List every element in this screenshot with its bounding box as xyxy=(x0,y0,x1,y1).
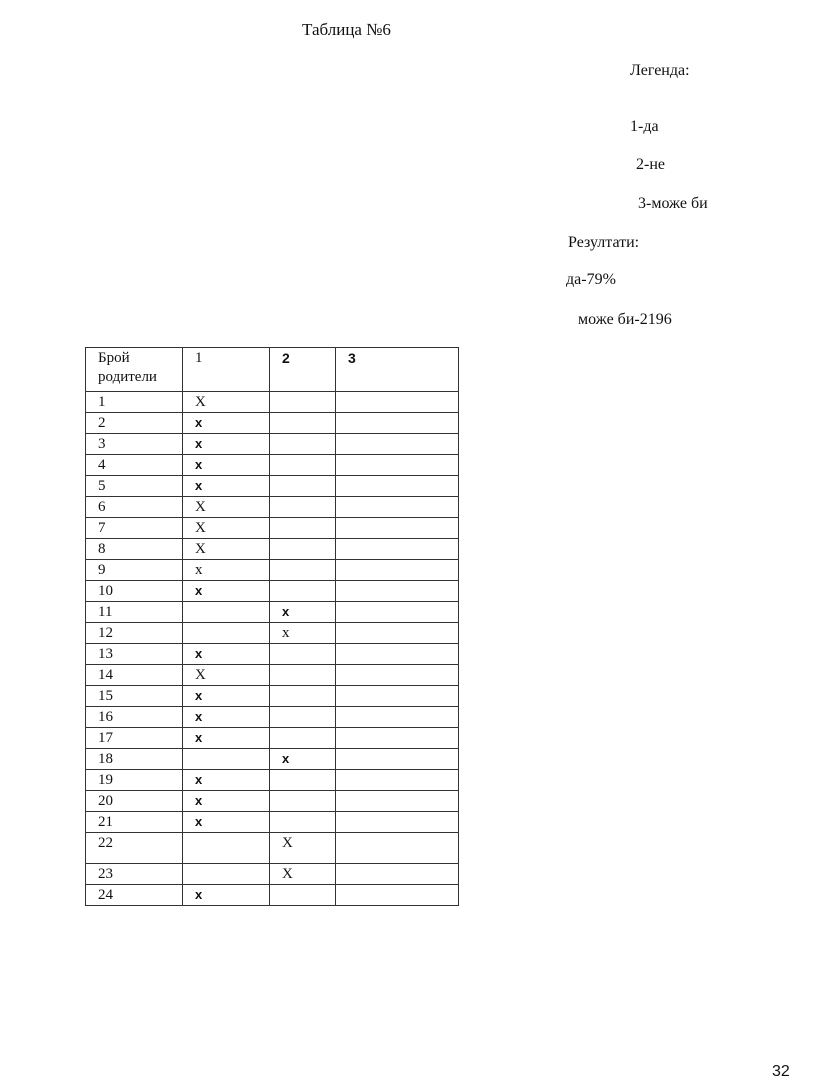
results-title: Резултати: xyxy=(568,234,640,251)
row-number-cell: 21 xyxy=(86,812,183,833)
row-number-cell: 12 xyxy=(86,623,183,644)
answer-cell-3 xyxy=(336,413,459,434)
answer-cell-1: x xyxy=(183,686,270,707)
answer-cell-2 xyxy=(270,885,336,906)
answer-cell-1: x xyxy=(183,581,270,602)
survey-table xyxy=(85,347,459,906)
table-row xyxy=(86,413,459,434)
answer-cell-3 xyxy=(336,791,459,812)
table-row xyxy=(86,560,459,581)
answer-cell-2: x xyxy=(270,749,336,770)
table-row xyxy=(86,791,459,812)
answer-cell-2 xyxy=(270,560,336,581)
answer-cell-1: X xyxy=(183,539,270,560)
answer-cell-2 xyxy=(270,644,336,665)
answer-cell-1 xyxy=(183,749,270,770)
row-number-cell: 5 xyxy=(86,476,183,497)
answer-cell-1 xyxy=(183,833,270,864)
table-row xyxy=(86,434,459,455)
answer-cell-3 xyxy=(336,686,459,707)
answer-cell-1: x xyxy=(183,413,270,434)
table-row xyxy=(86,728,459,749)
table-body xyxy=(86,392,459,906)
row-number-cell: 6 xyxy=(86,497,183,518)
table-row xyxy=(86,602,459,623)
legend-item-maybe: 3-може би xyxy=(638,195,708,212)
answer-cell-3 xyxy=(336,644,459,665)
answer-cell-2 xyxy=(270,770,336,791)
answer-cell-3 xyxy=(336,602,459,623)
table-row xyxy=(86,644,459,665)
answer-cell-1 xyxy=(183,623,270,644)
answer-cell-2: X xyxy=(270,833,336,864)
page-title: Таблица №6 xyxy=(302,20,391,39)
answer-cell-2 xyxy=(270,707,336,728)
row-number-cell: 24 xyxy=(86,885,183,906)
answer-cell-3 xyxy=(336,434,459,455)
legend-title: Легенда: xyxy=(630,62,690,79)
answer-cell-1: x xyxy=(183,707,270,728)
row-number-cell: 3 xyxy=(86,434,183,455)
answer-cell-3 xyxy=(336,455,459,476)
table-row xyxy=(86,539,459,560)
answer-cell-2: x xyxy=(270,623,336,644)
table-row xyxy=(86,749,459,770)
answer-cell-3 xyxy=(336,476,459,497)
table-row xyxy=(86,885,459,906)
answer-cell-3 xyxy=(336,623,459,644)
answer-cell-2 xyxy=(270,497,336,518)
answer-cell-2 xyxy=(270,518,336,539)
row-number-cell: 11 xyxy=(86,602,183,623)
answer-cell-3 xyxy=(336,864,459,885)
answer-cell-1 xyxy=(183,864,270,885)
answer-cell-3 xyxy=(336,560,459,581)
answer-cell-2 xyxy=(270,539,336,560)
table-row xyxy=(86,581,459,602)
answer-cell-2 xyxy=(270,434,336,455)
answer-cell-3 xyxy=(336,707,459,728)
answer-cell-1: X xyxy=(183,497,270,518)
row-number-cell: 10 xyxy=(86,581,183,602)
row-number-cell: 23 xyxy=(86,864,183,885)
table-row xyxy=(86,497,459,518)
results-item-yes: да-79% xyxy=(566,271,616,288)
row-number-cell: 16 xyxy=(86,707,183,728)
row-number-cell: 9 xyxy=(86,560,183,581)
answer-cell-3 xyxy=(336,497,459,518)
answer-cell-2 xyxy=(270,581,336,602)
answer-cell-3 xyxy=(336,665,459,686)
answer-cell-3 xyxy=(336,581,459,602)
table-row xyxy=(86,833,459,864)
row-number-cell: 20 xyxy=(86,791,183,812)
answer-cell-2 xyxy=(270,812,336,833)
row-number-cell: 14 xyxy=(86,665,183,686)
answer-cell-1: x xyxy=(183,644,270,665)
answer-cell-2 xyxy=(270,476,336,497)
answer-cell-2 xyxy=(270,728,336,749)
answer-cell-1: x xyxy=(183,434,270,455)
row-number-cell: 13 xyxy=(86,644,183,665)
row-number-cell: 22 xyxy=(86,833,183,864)
row-number-cell: 18 xyxy=(86,749,183,770)
answer-cell-2 xyxy=(270,665,336,686)
answer-cell-1: x xyxy=(183,728,270,749)
answer-cell-2 xyxy=(270,392,336,413)
answer-cell-1 xyxy=(183,602,270,623)
answer-cell-3 xyxy=(336,833,459,864)
header-answer-3: 3 xyxy=(336,348,459,392)
answer-cell-2 xyxy=(270,413,336,434)
answer-cell-1: x xyxy=(183,770,270,791)
header-answer-2: 2 xyxy=(270,348,336,392)
answer-cell-1: x xyxy=(183,812,270,833)
row-number-cell: 17 xyxy=(86,728,183,749)
answer-cell-3 xyxy=(336,539,459,560)
table-row xyxy=(86,623,459,644)
legend-item-yes: 1-да xyxy=(630,118,659,135)
row-number-cell: 15 xyxy=(86,686,183,707)
legend-item-no: 2-не xyxy=(636,156,665,173)
table-header-row xyxy=(86,348,459,392)
answer-cell-3 xyxy=(336,885,459,906)
row-number-cell: 2 xyxy=(86,413,183,434)
answer-cell-3 xyxy=(336,749,459,770)
answer-cell-1: x xyxy=(183,560,270,581)
answer-cell-2: X xyxy=(270,864,336,885)
row-number-cell: 4 xyxy=(86,455,183,476)
table-row xyxy=(86,707,459,728)
answer-cell-1: x xyxy=(183,476,270,497)
table-row xyxy=(86,812,459,833)
answer-cell-3 xyxy=(336,812,459,833)
answer-cell-1: x xyxy=(183,455,270,476)
table-row xyxy=(86,686,459,707)
answer-cell-3 xyxy=(336,518,459,539)
row-number-cell: 1 xyxy=(86,392,183,413)
table-row xyxy=(86,770,459,791)
table-row xyxy=(86,518,459,539)
row-number-cell: 8 xyxy=(86,539,183,560)
table-row xyxy=(86,476,459,497)
row-number-cell: 7 xyxy=(86,518,183,539)
header-parents-count: Брой родители xyxy=(86,348,183,392)
table-row xyxy=(86,392,459,413)
answer-cell-2 xyxy=(270,455,336,476)
answer-cell-3 xyxy=(336,728,459,749)
row-number-cell: 19 xyxy=(86,770,183,791)
header-answer-1: 1 xyxy=(183,348,270,392)
answer-cell-1: X xyxy=(183,518,270,539)
table-row xyxy=(86,455,459,476)
answer-cell-1: x xyxy=(183,791,270,812)
page-number: 32 xyxy=(772,1063,790,1080)
answer-cell-3 xyxy=(336,770,459,791)
answer-cell-2: x xyxy=(270,602,336,623)
answer-cell-1: x xyxy=(183,885,270,906)
table-row xyxy=(86,665,459,686)
answer-cell-1: X xyxy=(183,665,270,686)
answer-cell-2 xyxy=(270,791,336,812)
table-row xyxy=(86,864,459,885)
results-item-maybe: може би-2196 xyxy=(578,311,672,328)
answer-cell-3 xyxy=(336,392,459,413)
answer-cell-1: X xyxy=(183,392,270,413)
answer-cell-2 xyxy=(270,686,336,707)
